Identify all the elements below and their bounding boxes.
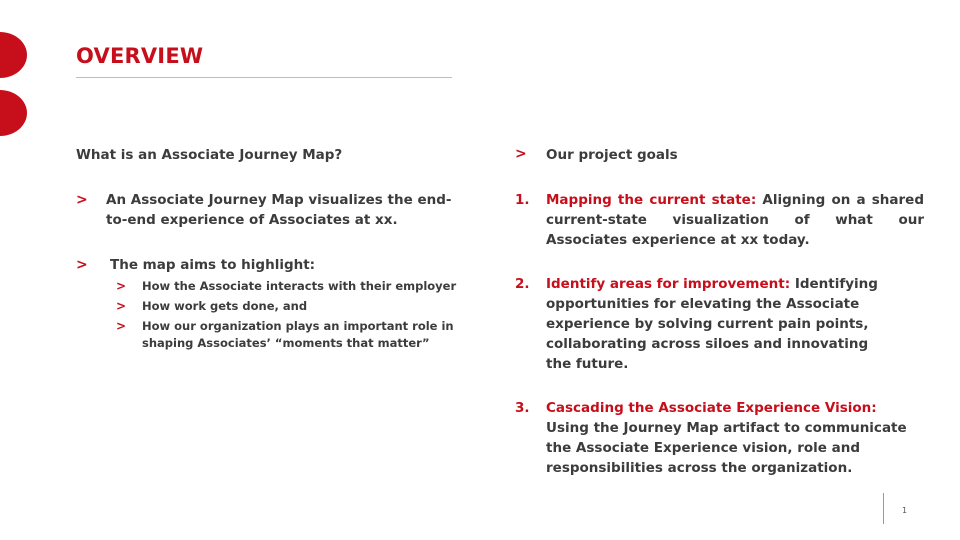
chevron-right-icon: > (116, 319, 127, 333)
left-bullet-map-highlights: The map aims to highlight: (110, 257, 316, 273)
chevron-right-icon: > (76, 257, 88, 273)
goal-3 (546, 398, 918, 478)
goal-3-body: Using the Journey Map artifact to communicate the Associate Experience vision, role and responsibilities across the organization. (546, 420, 907, 476)
left-heading: What is an Associate Journey Map? (76, 147, 343, 163)
goal-1-title: Mapping the current state: (546, 192, 757, 208)
goal-number-2: 2. (515, 276, 530, 292)
right-heading: Our project goals (546, 147, 678, 163)
sub-item-associate-interacts: How the Associate interacts with their employer (142, 279, 457, 293)
left-bullet-journey-map: An Associate Journey Map visualizes the end-to-end experience of Associates at xx. (106, 192, 452, 228)
chevron-right-icon: > (76, 192, 88, 208)
chevron-right-icon: > (116, 299, 127, 313)
goal-2-title: Identify areas for improvement: (546, 276, 791, 292)
page-number-divider (883, 493, 884, 524)
chevron-right-icon: > (116, 279, 127, 293)
chevron-right-icon: > (515, 146, 527, 162)
page-number: 1 (902, 506, 908, 515)
goal-1 (546, 190, 924, 250)
goal-2-body: Identifying opportunities for elevating the Associate experience by solving current pain points, collaborating across siloes and innovating the future. (546, 276, 878, 372)
sub-item-work-done: How work gets done, and (142, 299, 308, 313)
slide-title: OVERVIEW (76, 44, 204, 68)
decorative-half-circle-top (0, 32, 27, 78)
sub-item-organization-role: How our organization plays an important role in shaping Associates’ “moments that matter” (142, 319, 454, 350)
goal-1-body: Aligning on a shared current-state visualization of what our Associates experience at xx today. (546, 192, 924, 248)
decorative-half-circle-bottom (0, 90, 27, 136)
goal-number-3: 3. (515, 400, 530, 416)
title-divider (76, 77, 452, 78)
goal-number-1: 1. (515, 192, 530, 208)
goal-3-title: Cascading the Associate Experience Vision: (546, 400, 877, 416)
goal-2 (546, 274, 898, 374)
